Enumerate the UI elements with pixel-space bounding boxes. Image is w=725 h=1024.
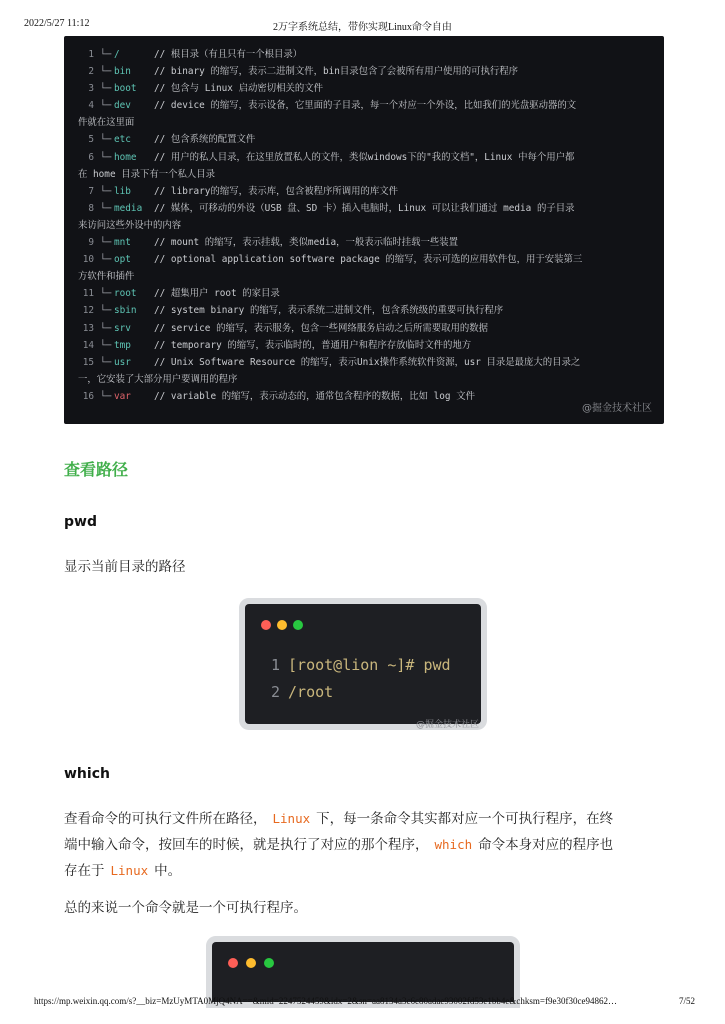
directory-name: sbin [114,305,137,317]
directory-comment: // Unix Software Resource 的缩写，表示Unix操作系统软件资源，usr 目录是最庞大的目录之 [154,356,581,368]
line-number: 12 [82,305,94,317]
pwd-description: 显示当前目录的路径 [64,559,186,575]
pwd-title: pwd [64,514,97,530]
tree-branch: └─ [100,356,112,368]
directory-comment: // 包含系统的配置文件 [154,134,256,146]
directory-comment-continued: 来访问这些外设中的内容 [78,219,182,231]
which-paragraph: 查看命令的可执行文件所在路径， Linux 下，每一条命令其实都对应一个可执行程序，在终 端中输入命令，按回车的时候，就是执行了对应的那个程序， which 命令本身对应的程序也 存在于 Linux 中。 [64,811,614,879]
close-dot-icon [228,958,238,968]
tree-line [78,46,654,63]
line-number: 10 [82,254,94,266]
tree-branch: └─ [100,202,112,214]
tree-line [78,131,654,148]
tree-line [78,149,654,166]
line-number: 15 [82,356,94,368]
page-number: 7/52 [678,996,695,1006]
directory-comment: // optional application software package 的缩写，表示可选的应用软件包，用于安装第三 [154,254,583,266]
print-header [0,18,725,32]
line-number: 1 [88,49,94,60]
line-number: 5 [88,134,94,146]
print-title: 2万字系统总结，带你实现Linux命令自由 [273,22,452,33]
directory-comment: // 根目录（有且只有一个根目录） [154,49,303,60]
directory-comment: // 包含与 Linux 启动密切相关的文件 [154,83,323,95]
directory-tree-image [64,36,664,424]
pwd-terminal-image [245,604,481,730]
tree-line [78,302,654,319]
directory-comment: // system binary 的缩写，表示系统二进制文件，包含系统级的重要可执行程序 [154,305,504,317]
section-heading: 查看路径 [64,460,129,479]
directory-name: media [114,202,143,214]
line-number: 14 [82,339,94,351]
tree-branch: └─ [100,49,112,60]
line-number: 11 [82,288,94,300]
tree-line [78,80,654,97]
tree-line [78,285,654,302]
tree-branch: └─ [100,390,112,402]
tree-branch: └─ [100,305,112,317]
tree-branch: └─ [100,151,112,163]
print-url: https://mp.weixin.qq.com/s?__biz=MzUyMTA0MjQ4NA==&mid=2247524459&idx=2&sn=aa8134a3c6c80adae93002fd53e1bb4e&chksm=f9e30f30ce94862… [34,996,617,1006]
directory-comment: // 用户的私人目录，在这里放置私人的文件，类似windows下的"我的文档"，Linux 中每个用户都 [154,151,575,163]
directory-comment-continued: 件就在这里面 [78,117,135,129]
tree-line [78,97,654,114]
inline-code-linux: Linux [272,811,311,826]
directory-comment: // device 的缩写，表示设备，它里面的子目录，每一个对应一个外设，比如我们的光盘驱动器的文 [154,100,577,112]
tree-line [78,234,654,251]
minimize-dot-icon [246,958,256,968]
directory-comment-continued: 在 home 目录下有一个私人目录 [78,168,215,180]
tree-line [78,183,654,200]
directory-comment-continued: 一，它安装了大部分用户要调用的程序 [78,373,238,385]
tree-branch: └─ [100,288,112,300]
tree-line [78,200,654,217]
tree-watermark: @掘金技术社区 [582,403,652,414]
tree-branch: └─ [100,185,112,197]
directory-name: srv [114,322,131,334]
inline-code-linux-2: Linux [110,863,149,878]
tree-line [78,63,654,80]
directory-name: root [114,288,137,300]
tree-branch: └─ [100,100,112,112]
directory-name: tmp [114,339,131,351]
directory-comment: // mount 的缩写，表示挂载，类似media，一般表示临时挂载一些装置 [154,237,459,249]
tree-branch: └─ [100,322,112,334]
directory-comment: // library的缩写，表示库，包含被程序所调用的库文件 [154,185,398,197]
tree-line [78,320,654,337]
directory-name: opt [114,254,131,266]
maximize-dot-icon [293,620,303,630]
which-terminal-image [212,942,514,1002]
directory-comment: // 超集用户 root 的家目录 [154,288,280,300]
close-dot-icon [261,620,271,630]
tree-branch: └─ [100,339,112,351]
tree-line [78,337,654,354]
tree-branch: └─ [100,83,112,95]
which-title: which [64,766,110,782]
tree-branch: └─ [100,134,112,146]
tree-branch: └─ [100,66,112,78]
which-summary: 总的来说一个命令就是一个可执行程序。 [64,900,307,916]
tree-branch: └─ [100,254,112,266]
line-number: 4 [88,100,94,112]
directory-comment: // service 的缩写，表示服务，包含一些网络服务启动之后所需要取用的数据 [154,322,488,334]
directory-comment: // temporary 的缩写，表示临时的，普通用户和程序存放临时文件的地方 [154,339,472,351]
line-number: 13 [82,322,94,334]
minimize-dot-icon [277,620,287,630]
line-number: 16 [82,390,94,402]
line-number: 7 [88,185,94,197]
directory-name: boot [114,83,137,95]
terminal-line-2: 2 /root [271,683,334,701]
directory-comment: // binary 的缩写，表示二进制文件，bin目录包含了会被所有用户使用的可执行程序 [154,66,519,78]
terminal-watermark: @掘金技术社区 [415,720,479,730]
line-number: 3 [88,83,94,95]
directory-name: lib [114,185,131,197]
print-date: 2022/5/27 11:12 [24,18,90,29]
tree-line [78,354,654,371]
terminal-line-1: 1 [root@lion ~]# pwd [271,656,451,674]
tree-line [78,388,654,405]
directory-name: home [114,151,137,163]
line-number: 2 [88,66,94,78]
directory-comment: // variable 的缩写，表示动态的，通常包含程序的数据，比如 log 文件 [154,390,475,402]
tree-branch: └─ [100,237,112,249]
print-footer [0,996,725,1010]
maximize-dot-icon [264,958,274,968]
inline-code-which: which [434,837,473,852]
directory-name: usr [114,356,131,368]
directory-name: dev [114,100,131,112]
directory-comment-continued: 方软件和插件 [78,271,135,283]
tree-line [78,251,654,268]
line-number: 9 [88,237,94,249]
line-number: 8 [88,202,94,214]
directory-name: bin [114,66,131,78]
directory-comment: // 媒体，可移动的外设（USB 盘、SD 卡）插入电脑时，Linux 可以让我们通过 media 的子目录 [154,202,575,214]
directory-name: / [114,49,120,60]
directory-name: mnt [114,237,131,249]
directory-name: var [114,390,131,402]
directory-name: etc [114,134,131,146]
line-number: 6 [88,151,94,163]
